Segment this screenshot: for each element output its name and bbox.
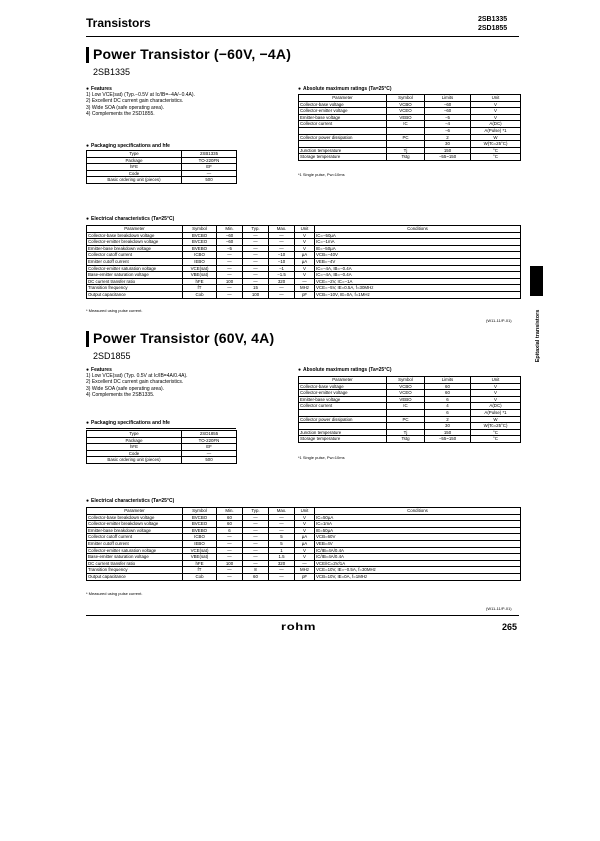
table-row: Package TO-220FN — [87, 157, 237, 164]
table-row: Junction temperature Tj 150 °C — [299, 429, 521, 436]
features-heading: ● Features — [86, 86, 112, 92]
table-row: Basic ordering unit (pieces) 500 — [87, 177, 237, 184]
features-list — [86, 92, 195, 117]
table-row: Code — — [87, 450, 237, 457]
table-row: Emitter-base voltage VEBO −5 V — [299, 114, 521, 121]
part-number: 2SB1335 — [93, 67, 131, 77]
table-row: Collector-emitter breakdown voltage BVCEO 60 — — V IC=1mA — [87, 521, 521, 528]
table-row: Collector-base voltage VCBO 60 V — [299, 383, 521, 390]
table-row: Collector current IC 4 A(DC) — [299, 403, 521, 410]
feature-item: 1) Low VCE(sat) (Typ. 0.5V at Ic/IB=4A/0.4A). — [86, 373, 188, 379]
feature-item: 2) Excellent DC current gain characteristics. — [86, 379, 184, 386]
features-heading: ● Features — [86, 367, 112, 373]
table-row: Collector-emitter voltage VCEO 60 V — [299, 390, 521, 397]
feature-item: 4) Complements the 2SD1855. — [86, 110, 155, 117]
table-row: Output capacitance Cob — 100 — pF VCB=−10V, IE=0A, f=1MHz — [87, 291, 521, 298]
table-row: Collector power dissipation PC 2 W — [299, 416, 521, 423]
table-row: Package TO-220FN — [87, 437, 237, 444]
feature-item: 2) Excellent DC current gain characteristics. — [86, 98, 184, 105]
electrical-note: * Measured using pulse current. — [86, 308, 143, 313]
table-row: Emitter-base voltage VEBO 6 V — [299, 396, 521, 403]
features-list — [86, 373, 188, 398]
document-code: (W11-11/P-01) — [486, 318, 512, 323]
electrical-heading: ● Electrical characteristics (Ta=25°C) — [86, 216, 174, 222]
table-row: Type 2SD1855 — [87, 431, 237, 438]
table-header-row: Parameter Symbol Min. Typ. Max. Unit Conditions — [87, 508, 521, 515]
table-row: Base-emitter saturation voltage VBE(sat) — — −1.5 V IC=−4A, IB=−0.4A — [87, 272, 521, 279]
section-title: Power Transistor (−60V, −4A) — [93, 46, 292, 62]
absmax-heading: ● Absolute maximum ratings (Ta=25°C) — [298, 367, 392, 373]
table-row: DC current transfer ratio hFE 100 — 320 — VCE=−2V, IC=−1A — [87, 278, 521, 285]
packaging-table — [86, 150, 237, 184]
feature-item: 4) Complements the 2SB1335. — [86, 391, 155, 398]
packaging-heading: ● Packaging specifications and hfe — [86, 143, 170, 149]
table-row: Output capacitance Cob — 60 — pF VCB=10V, IE=0A, f=1MHz — [87, 573, 521, 580]
title-marker — [86, 47, 89, 63]
table-row: −6 A(Pulse) *1 — [299, 127, 521, 134]
table-row: Basic ordering unit (pieces) 500 — [87, 457, 237, 464]
packaging-rule — [86, 428, 236, 429]
table-row: Type 2SB1335 — [87, 151, 237, 158]
table-row: Storage temperature Tstg −55~150 °C — [299, 154, 521, 161]
table-row: Base-emitter saturation voltage VBE(sat) — — 1.5 V IC/IB=4A/0.4A — [87, 554, 521, 561]
table-row: Emitter cutoff current IEBO — — −10 µA VEB=−4V — [87, 258, 521, 265]
feature-item: 3) Wide SOA (safe operating area). — [86, 104, 165, 111]
document-code: (W11-11/P-01) — [486, 606, 512, 611]
table-row: Code — — [87, 170, 237, 177]
table-row: Collector power dissipation PC 2 W — [299, 134, 521, 141]
table-header-row: Parameter Symbol Limits Unit — [299, 377, 521, 384]
feature-item: 3) Wide SOA (safe operating area). — [86, 385, 165, 392]
table-row: DC current transfer ratio hFE 100 — 320 — VCE/IC=2V/1A — [87, 560, 521, 567]
section-title: Power Transistor (60V, 4A) — [93, 330, 275, 346]
electrical-table — [86, 225, 521, 299]
electrical-table — [86, 507, 521, 581]
electrical-heading: ● Electrical characteristics (Ta=25°C) — [86, 498, 174, 504]
table-row: Storage temperature Tstg −55~150 °C — [299, 436, 521, 443]
absmax-note: *1 Single pulse, Pw=10ms — [298, 455, 345, 460]
table-row: hFE EF — [87, 444, 237, 451]
table-row: Transition frequency fT — 15 — MHz VCE=−5V, IE=0.5A, f=30MHz — [87, 285, 521, 292]
table-row: Collector current IC −4 A(DC) — [299, 121, 521, 128]
rohm-logo: rohm — [281, 622, 317, 633]
absmax-table — [298, 376, 521, 443]
table-row: 30 W(Tc=25°C) — [299, 141, 521, 148]
table-row: Collector-emitter saturation voltage VCE(sat) — — −1 V IC=−4A, IB=−0.4A — [87, 265, 521, 272]
header-part-number-2: 2SD1855 — [478, 25, 508, 32]
side-tab-marker — [530, 266, 543, 296]
table-row: Collector-emitter saturation voltage VCE(sat) — — 1 V IC/IB=4A/0.4A — [87, 547, 521, 554]
table-row: hFE EF — [87, 164, 237, 171]
electrical-note: * Measured using pulse current. — [86, 591, 143, 596]
table-row: Collector-base voltage VCBO −60 V — [299, 101, 521, 108]
part-number: 2SD1855 — [93, 351, 131, 361]
table-row: Emitter-base breakdown voltage BVEBO 6 — — V IE=50µA — [87, 527, 521, 534]
packaging-table — [86, 430, 237, 464]
table-row: 6 A(Pulse) *1 — [299, 409, 521, 416]
footer-rule — [86, 615, 519, 616]
table-header-row: Parameter Symbol Limits Unit — [299, 95, 521, 102]
header-category: Transistors — [86, 16, 151, 30]
side-tab-label: Epitaxial transistors — [535, 309, 541, 363]
table-row: Collector-base breakdown voltage BVCBO 60 — — V IC=50µA — [87, 514, 521, 521]
table-row: Collector-emitter breakdown voltage BVCEO −60 — — V IC=−1mA — [87, 239, 521, 246]
absmax-heading: ● Absolute maximum ratings (Ta=25°C) — [298, 86, 392, 92]
feature-item: 1) Low VCE(sat) (Typ.−0.5V at Ic/IB=−4A/−0.4A). — [86, 92, 195, 98]
title-marker — [86, 331, 89, 347]
table-row: Collector cutoff current ICBO — — 5 µA VCB=60V — [87, 534, 521, 541]
table-row: Collector-base breakdown voltage BVCBO −60 — — V IC=−50µA — [87, 232, 521, 239]
packaging-heading: ● Packaging specifications and hfe — [86, 420, 170, 426]
table-row: Collector cutoff current ICBO — — −10 µA VCB=−40V — [87, 252, 521, 259]
table-header-row: Parameter Symbol Min. Typ. Max. Unit Conditions — [87, 226, 521, 233]
header-part-number-1: 2SB1335 — [478, 16, 508, 23]
table-row: 30 W(Tc=25°C) — [299, 423, 521, 430]
header-rule — [86, 36, 519, 37]
table-row: Emitter-base breakdown voltage BVEBO −5 — — V IE=−50µA — [87, 245, 521, 252]
table-row: Junction temperature Tj 150 °C — [299, 147, 521, 154]
table-row: Collector-emitter voltage VCEO −60 V — [299, 108, 521, 115]
page-number: 265 — [502, 622, 518, 632]
table-row: Emitter cutoff current IEBO — — 5 µA VEB=4V — [87, 540, 521, 547]
table-row: Transition frequency fT — 8 — MHz VCE=10V, IE=−0.5A, f=30MHz — [87, 567, 521, 574]
absmax-note: *1 Single pulse, Pw=10ms — [298, 172, 345, 177]
absmax-table — [298, 94, 521, 161]
